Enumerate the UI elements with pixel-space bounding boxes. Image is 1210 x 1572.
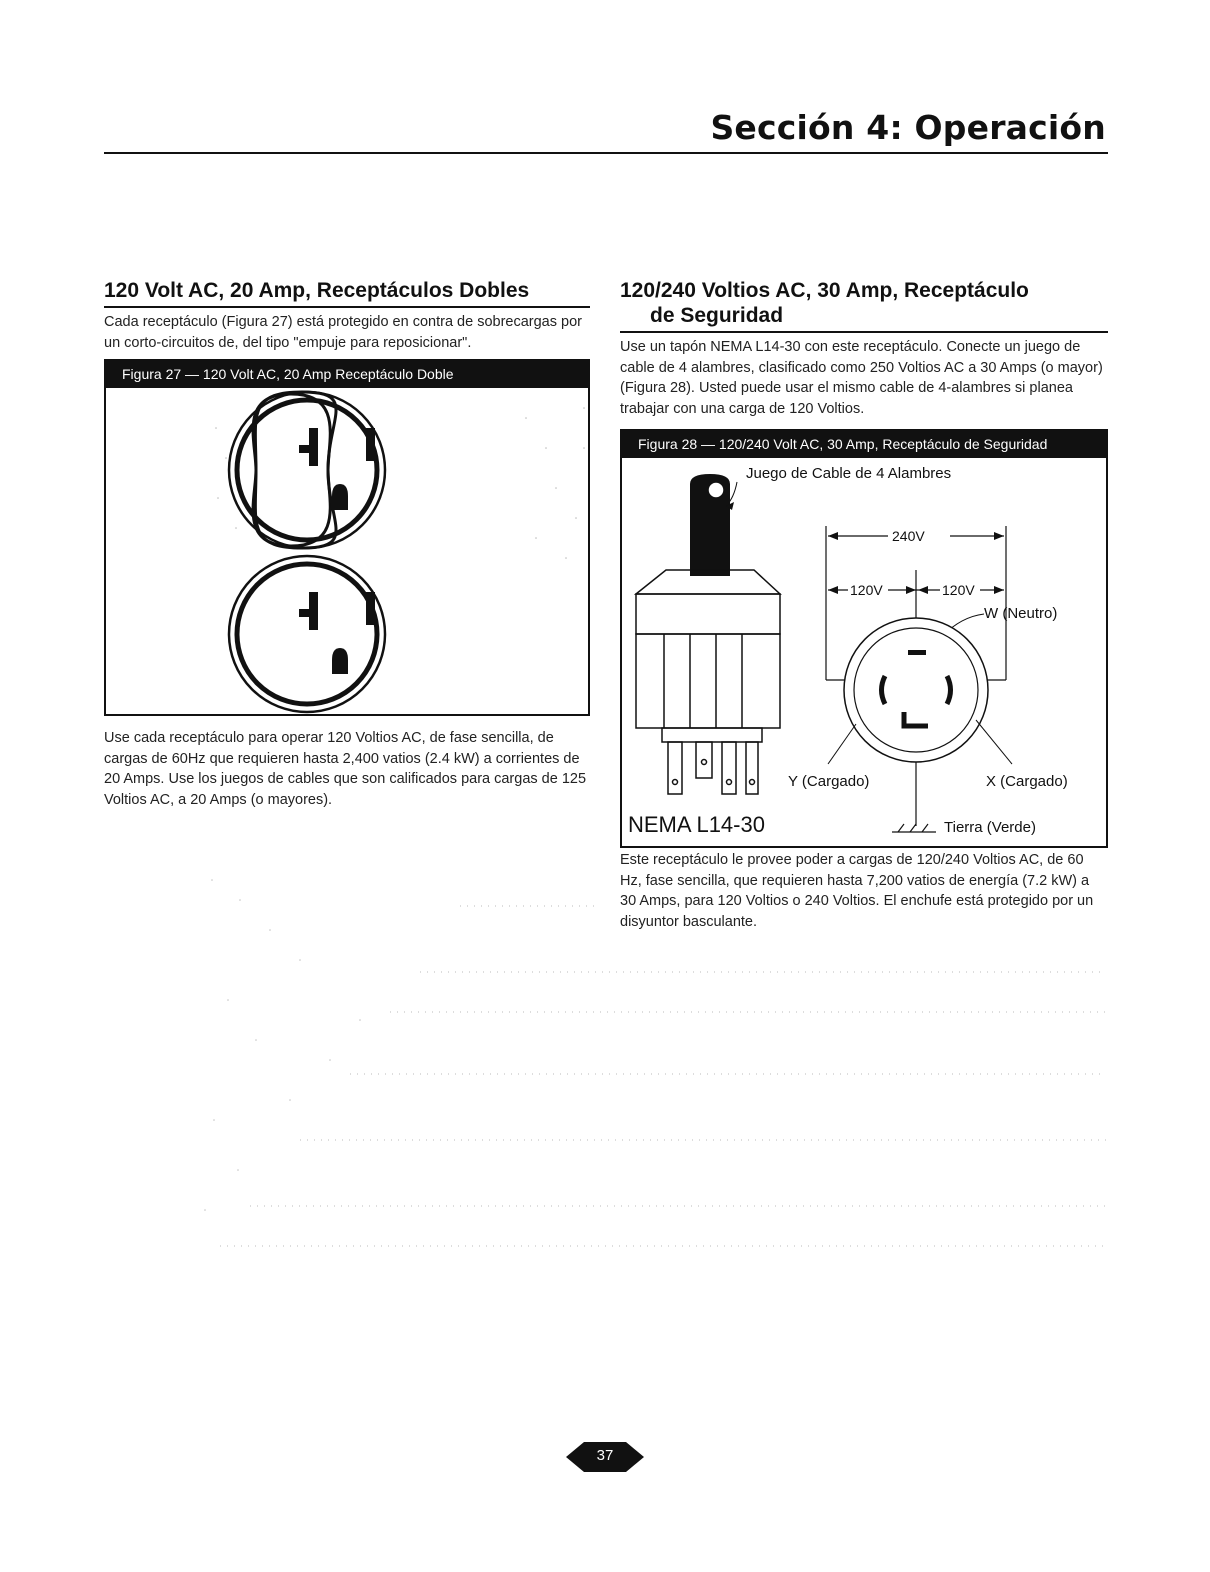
lower-outlet-icon bbox=[229, 556, 385, 712]
figure-28 bbox=[620, 429, 1108, 848]
cable-label: Juego de Cable de 4 Alambres bbox=[746, 465, 952, 482]
label-120v-right: 120V bbox=[942, 582, 975, 598]
figure-27-caption: Figura 27 — 120 Volt AC, 20 Amp Receptáculo Doble bbox=[106, 361, 588, 388]
y-label: Y (Cargado) bbox=[788, 773, 870, 790]
x-leader bbox=[976, 720, 1012, 764]
left-column bbox=[104, 278, 590, 810]
label-120v-left: 120V bbox=[850, 582, 883, 598]
label-240v: 240V bbox=[892, 528, 925, 544]
duplex-receptacle-illustration bbox=[106, 388, 588, 714]
header-rule bbox=[104, 152, 1108, 154]
right-intro-text: Use un tapón NEMA L14-30 con este receptáculo. Conecte un juego de cable de 4 alambres, clasificado como 250 Voltios AC a 30 Amps (o mayor) (Figura 28). Usted puede usar el mismo cable de 4-alambres si planea trabajar con una carga de 120 Voltios. bbox=[620, 339, 1103, 417]
left-section-heading: 120 Volt AC, 20 Amp, Receptáculos Dobles bbox=[104, 278, 590, 308]
receptacle-face-icon bbox=[844, 618, 988, 762]
page-number: 37 bbox=[596, 1447, 614, 1464]
right-section-heading bbox=[620, 278, 1108, 333]
x-label: X (Cargado) bbox=[986, 773, 1068, 790]
y-leader bbox=[828, 724, 856, 764]
right-heading-line1: 120/240 Voltios AC, 30 Amp, Receptáculo bbox=[620, 279, 1029, 302]
plug-label: NEMA L14-30 bbox=[628, 812, 765, 837]
left-after-text: Use cada receptáculo para operar 120 Voltios AC, de fase sencilla, de cargas de 60Hz que requieren hasta 2,400 vatios (2.4 kW) a corrientes de 20 Amps. Use los juegos de cables que son calificados para cargas de 125 Voltios AC, a 20 Amps (o mayores). bbox=[104, 730, 587, 808]
neutral-label: W (Neutro) bbox=[984, 605, 1058, 622]
right-heading-line2: de Seguridad bbox=[650, 304, 784, 327]
upper-outlet-icon bbox=[229, 390, 433, 550]
figure-27 bbox=[104, 359, 590, 716]
ground-symbol-icon bbox=[892, 824, 936, 832]
page-title: Sección 4: Operación bbox=[710, 108, 1106, 147]
ground-label: Tierra (Verde) bbox=[944, 819, 1036, 836]
l14-30-diagram bbox=[622, 458, 1106, 846]
right-column bbox=[620, 278, 1108, 932]
cable-icon bbox=[690, 474, 737, 576]
left-intro-text: Cada receptáculo (Figura 27) está protegido en contra de sobrecargas por un corto-circuitos de, del tipo "empuje para reposicionar". bbox=[104, 314, 582, 351]
right-after-text: Este receptáculo le provee poder a cargas de 120/240 Voltios AC, de 60 Hz, fase sencilla, que requieren hasta 7,200 vatios de energía (7.2 kW) a 30 Amps, para 120 Voltios o 240 Voltios. El enchufe está protegido por un disyuntor basculante. bbox=[620, 852, 1094, 930]
figure-28-caption: Figura 28 — 120/240 Volt AC, 30 Amp, Receptáculo de Seguridad bbox=[622, 431, 1106, 458]
duplex-receptacle-svg bbox=[106, 388, 588, 714]
l14-30-svg bbox=[622, 458, 1108, 846]
plug-icon bbox=[636, 570, 780, 794]
